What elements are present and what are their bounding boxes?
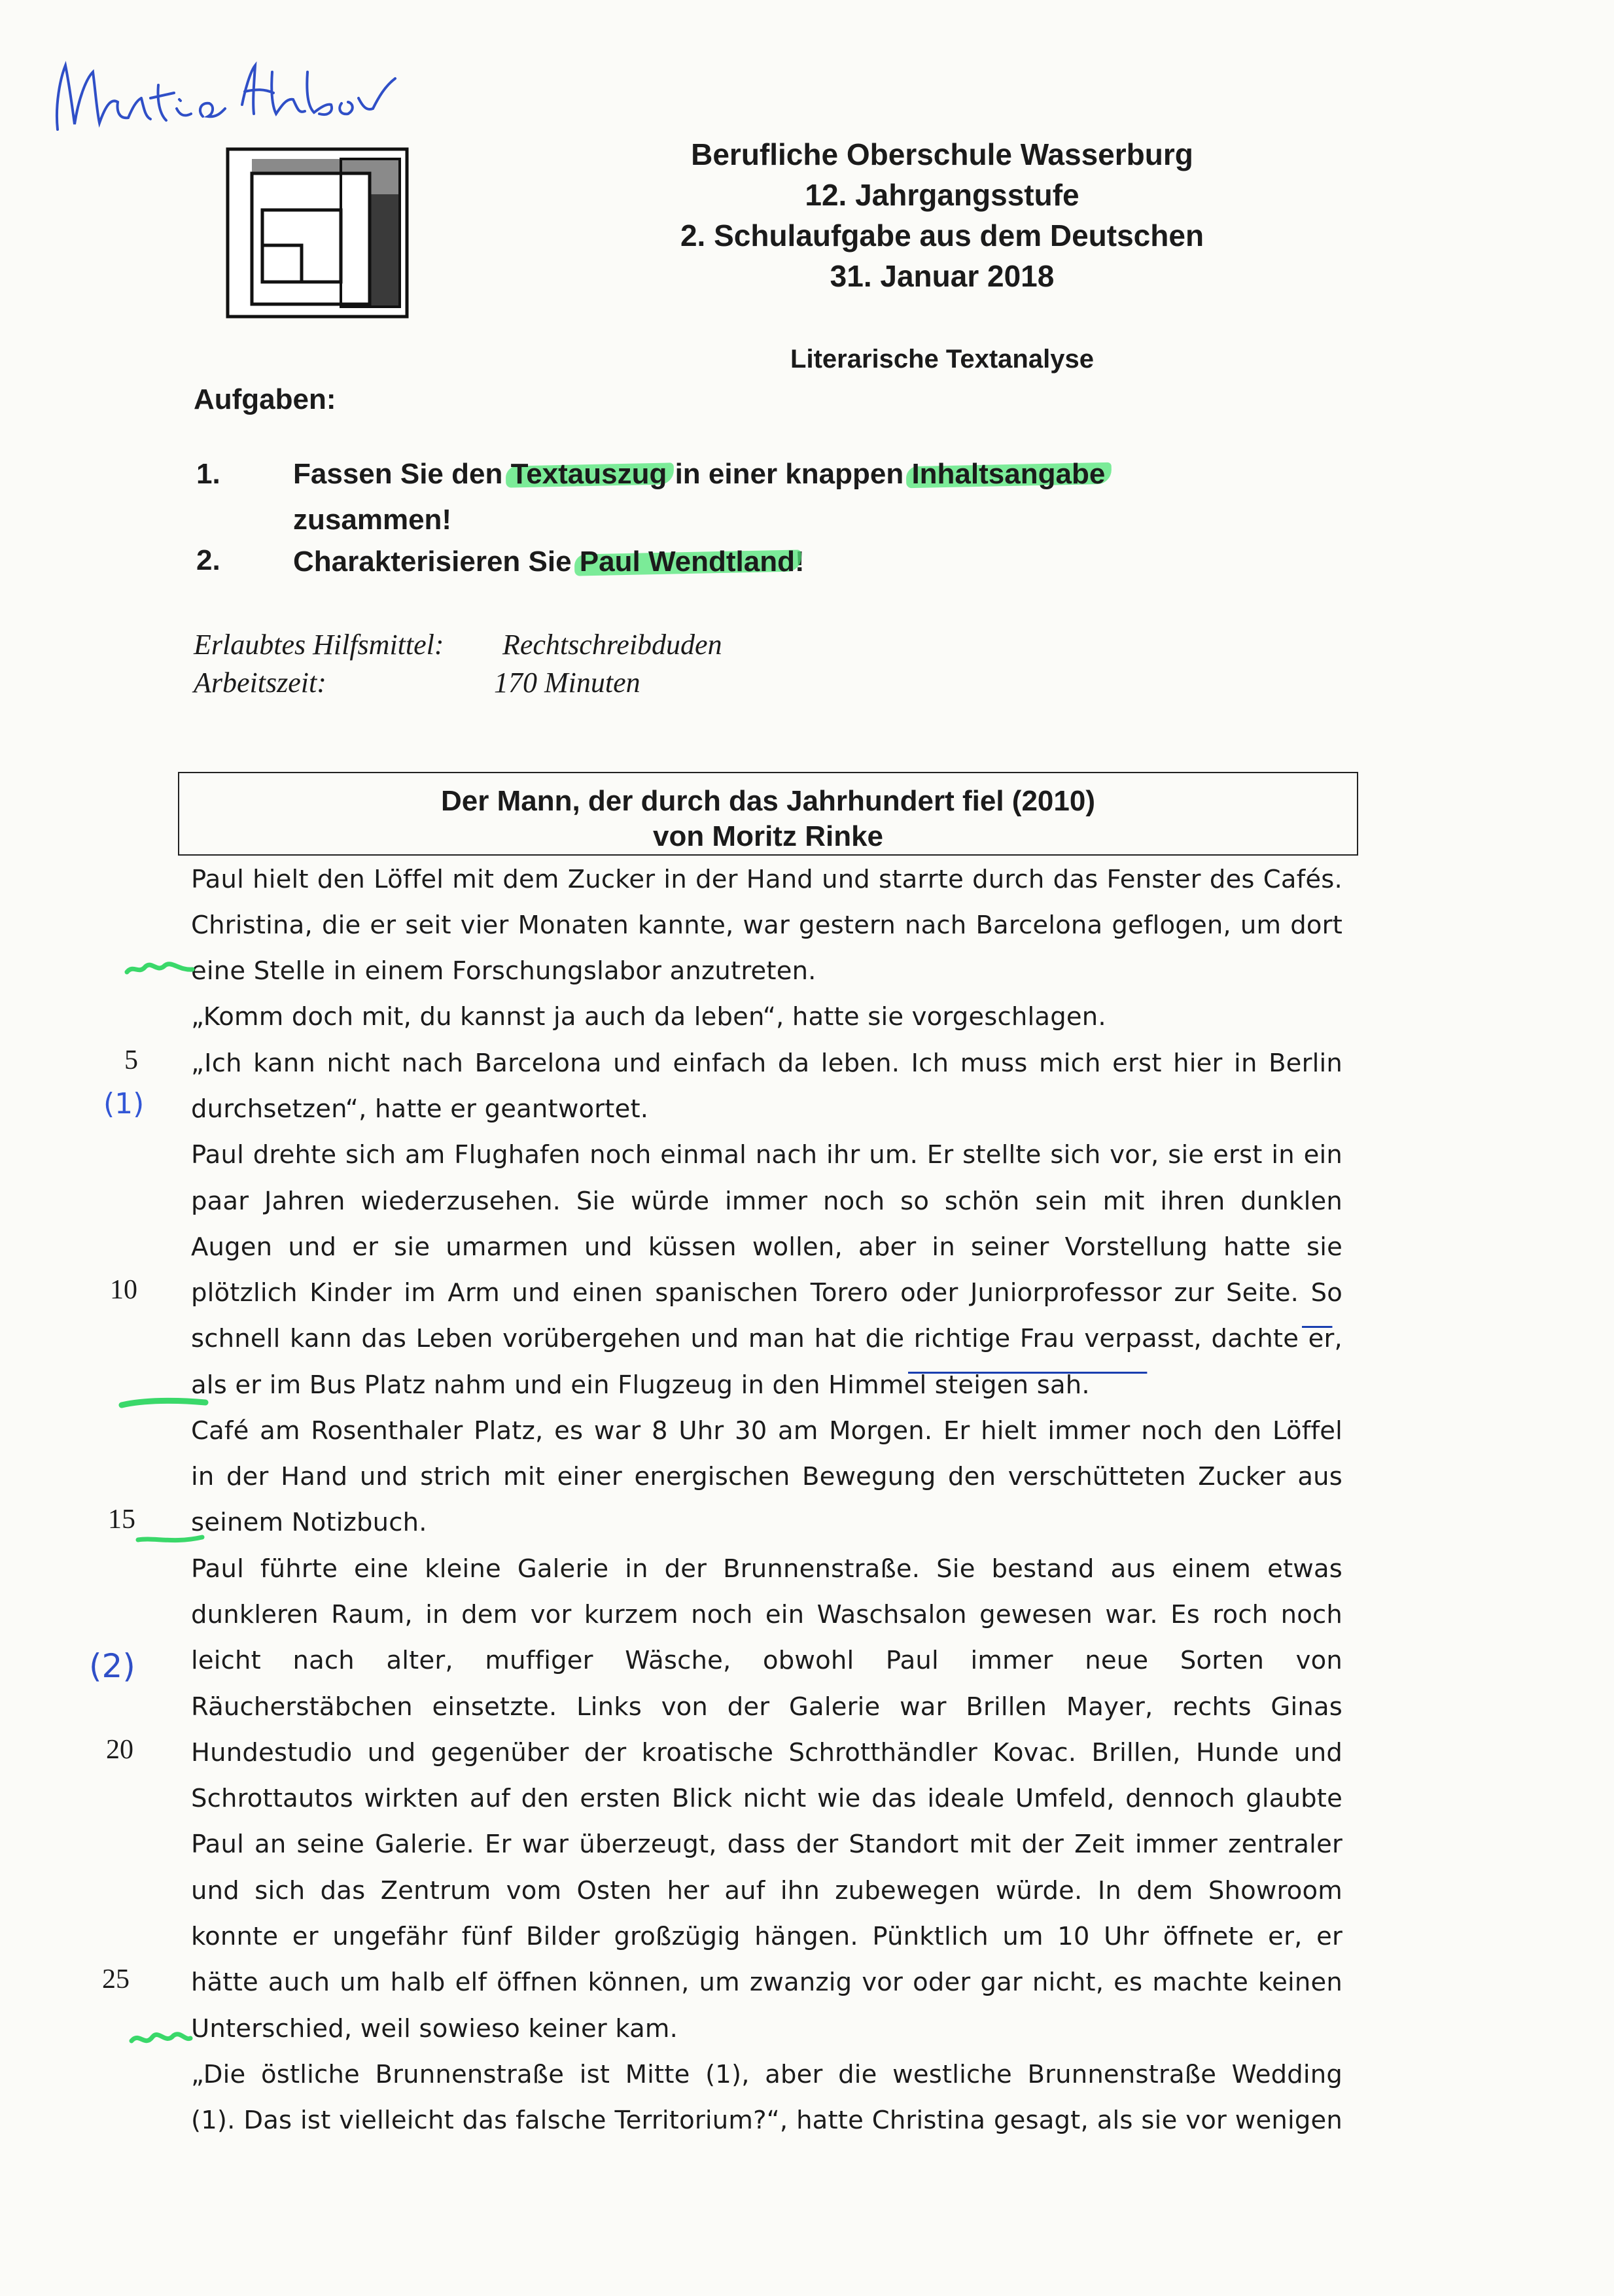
tasks-heading: Aufgaben: bbox=[194, 383, 336, 415]
underlined-richtige-frau-verpasst bbox=[908, 1345, 1147, 1373]
text-line: konnte er ungefähr fünf Bilder großzügig hängen. Pünktlich um 10 Uhr öffnete er, er bbox=[191, 1922, 1342, 1951]
text-line: Paul führte eine kleine Galerie in der Brunnenstraße. Sie bestand aus einem etwas bbox=[191, 1554, 1342, 1584]
text-line: dunkleren Raum, in dem vor kurzem noch ein Waschsalon gewesen war. Es roch noch bbox=[191, 1600, 1342, 1629]
text-line: Paul drehte sich am Flughafen noch einmal nach ihr um. Er stellte sich vor, sie erst in ein bbox=[191, 1140, 1342, 1170]
school-logo bbox=[226, 147, 409, 319]
green-mark-icon bbox=[124, 955, 196, 981]
grade-level: 12. Jahrgangsstufe bbox=[805, 178, 1079, 212]
line-number-25: 25 bbox=[102, 1964, 130, 1994]
text-line: eine Stelle in einem Forschungslabor anzutreten. bbox=[191, 956, 816, 986]
text-line: schnell kann das Leben vorübergehen und man hat die richtige Frau verpasst, dachte er, bbox=[191, 1324, 1342, 1353]
text-line: Augen und er sie umarmen und küssen wollen, aber in seiner Vorstellung hatte sie bbox=[191, 1232, 1342, 1262]
line-number-10: 10 bbox=[110, 1275, 137, 1305]
green-mark-icon bbox=[128, 2025, 193, 2051]
margin-note-2: (2) bbox=[89, 1647, 135, 1685]
aid-label: Erlaubtes Hilfsmittel: bbox=[194, 629, 444, 661]
text-line: durchsetzen“, hatte er geantwortet. bbox=[191, 1094, 649, 1124]
handwritten-signature bbox=[46, 46, 399, 144]
highlight-inhaltsangabe: Inhaltsangabe bbox=[911, 458, 1106, 490]
task-1-number: 1. bbox=[196, 458, 220, 490]
line-number-15: 15 bbox=[108, 1505, 135, 1535]
line-number-5: 5 bbox=[124, 1045, 138, 1075]
exam-title: 2. Schulaufgabe aus dem Deutschen bbox=[680, 218, 1204, 252]
text-line: leicht nach alter, muffiger Wäsche, obwohl Paul immer neue Sorten von bbox=[191, 1646, 1342, 1675]
school-name: Berufliche Oberschule Wasserburg bbox=[691, 137, 1193, 171]
analysis-type: Literarische Textanalyse bbox=[790, 345, 1094, 374]
text-line: „Die östliche Brunnenstraße ist Mitte (1), aber die westliche Brunnenstraße Wedding bbox=[191, 2060, 1342, 2089]
text-line: „Ich kann nicht nach Barcelona und einfach da leben. Ich muss mich erst hier in Berlin bbox=[191, 1049, 1342, 1078]
text-line: Christina, die er seit vier Monaten kannte, war gestern nach Barcelona geflogen, um dort bbox=[191, 911, 1342, 940]
green-mark-icon bbox=[118, 1393, 209, 1413]
line-number-20: 20 bbox=[106, 1735, 133, 1765]
text-line: seinem Notizbuch. bbox=[191, 1508, 427, 1537]
text-line: plötzlich Kinder im Arm und einen spanischen Torero oder Juniorprofessor zur Seite. So bbox=[191, 1278, 1342, 1308]
text-line: Schrottautos wirkten auf den ersten Blick nicht wie das ideale Umfeld, dennoch glaubte bbox=[191, 1784, 1342, 1813]
text-line: Paul an seine Galerie. Er war überzeugt, dass der Standort mit der Zeit immer zentraler bbox=[191, 1830, 1342, 1859]
underlined-so bbox=[1302, 1299, 1332, 1327]
margin-note-1: (1) bbox=[103, 1087, 145, 1121]
text-title-box bbox=[178, 772, 1358, 856]
aid-value: Rechtschreibduden bbox=[502, 629, 722, 661]
highlight-textauszug: Textauszug bbox=[510, 458, 667, 490]
highlight-paul-wendtland: Paul Wendtland bbox=[579, 546, 796, 578]
text-line: (1). Das ist vielleicht das falsche Territorium?“, hatte Christina gesagt, als sie vor wenigen bbox=[191, 2106, 1342, 2135]
text-line: hätte auch um halb elf öffnen können, um zwanzig vor oder gar nicht, es machte keinen bbox=[191, 1968, 1342, 1997]
task-2-text: Charakterisieren Sie Paul Wendtland! bbox=[293, 546, 805, 578]
text-line: Räucherstäbchen einsetzte. Links von der Galerie war Brillen Mayer, rechts Ginas bbox=[191, 1692, 1342, 1722]
green-mark-icon bbox=[134, 1529, 206, 1549]
time-value: 170 Minuten bbox=[494, 667, 640, 699]
text-line: Café am Rosenthaler Platz, es war 8 Uhr 30 am Morgen. Er hielt immer noch den Löffel bbox=[191, 1416, 1342, 1446]
text-line: paar Jahren wiederzusehen. Sie würde immer noch so schön sein mit ihren dunklen bbox=[191, 1187, 1342, 1216]
text-line: Paul hielt den Löffel mit dem Zucker in der Hand und starrte durch das Fenster des Cafés. bbox=[191, 865, 1342, 894]
task-1-text: Fassen Sie den Textauszug in einer knappen Inhaltsangabe zusammen! bbox=[293, 458, 1106, 536]
task-2-number: 2. bbox=[196, 544, 220, 576]
text-title: Der Mann, der durch das Jahrhundert fiel (2010) bbox=[440, 785, 1095, 817]
text-line: als er im Bus Platz nahm und ein Flugzeug in den Himmel steigen sah. bbox=[191, 1370, 1090, 1400]
text-author: von Moritz Rinke bbox=[652, 820, 884, 852]
text-line: „Komm doch mit, du kannst ja auch da leben“, hatte sie vorgeschlagen. bbox=[191, 1002, 1106, 1032]
text-line: Hundestudio und gegenüber der kroatische Schrotthändler Kovac. Brillen, Hunde und bbox=[191, 1738, 1342, 1767]
exam-date: 31. Januar 2018 bbox=[830, 259, 1055, 293]
time-label: Arbeitszeit: bbox=[194, 667, 326, 699]
text-line: und sich das Zentrum vom Osten her auf ihn zubewegen würde. In dem Showroom bbox=[191, 1876, 1342, 1905]
text-line: in der Hand und strich mit einer energischen Bewegung den verschütteten Zucker aus bbox=[191, 1462, 1342, 1491]
text-line: Unterschied, weil sowieso keiner kam. bbox=[191, 2014, 678, 2044]
